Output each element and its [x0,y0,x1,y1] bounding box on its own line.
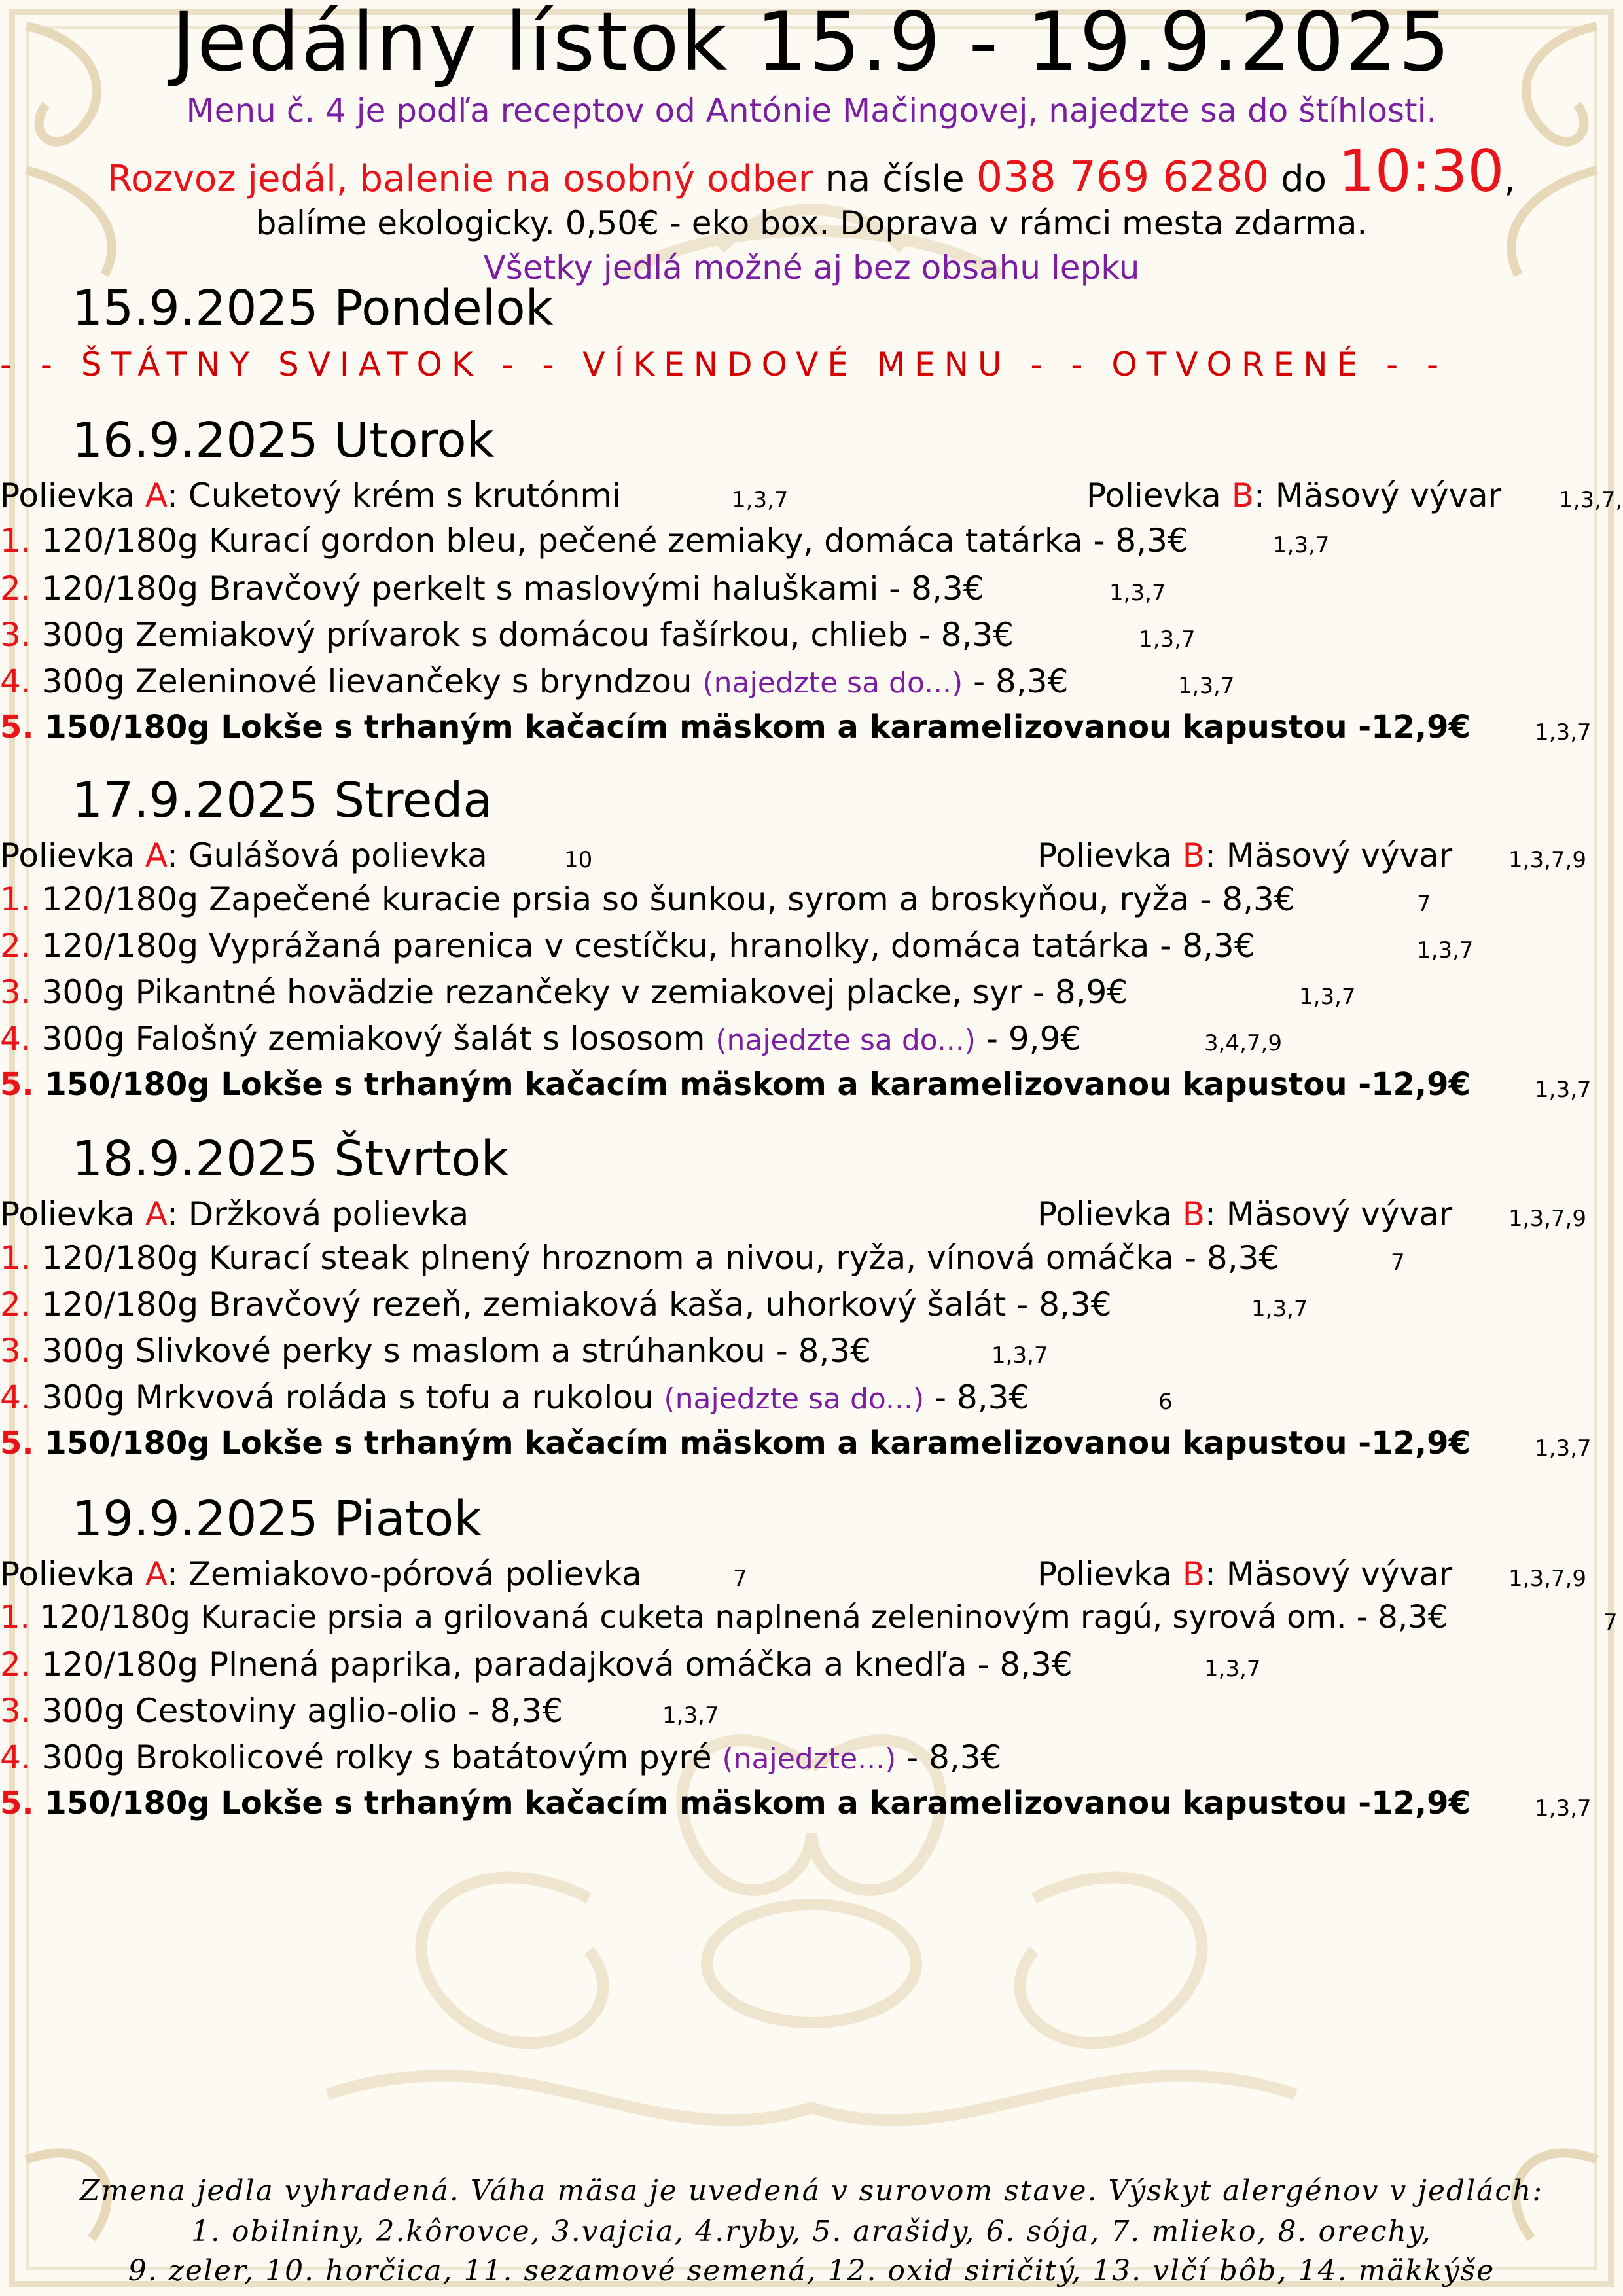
menu-item-thursday-2: 2. 120/180g Bravčový rezeň, zemiaková kaša, uhorkový šalát - 8,3€ [0,1285,1112,1323]
day-heading-friday: 19.9.2025 Piatok [72,1491,482,1547]
menu-item-tuesday-3: 3. 300g Zemiakový prívarok s domácou fašírkou, chlieb - 8,3€ [0,616,1014,654]
allergens-friday-5: 1,3,7 [1535,1795,1592,1821]
menu-item-thursday-4: 4. 300g Mrkvová roláda s tofu a rukolou (najedzte sa do...) - 8,3€ [0,1378,1030,1416]
allergens-wednesday-3: 1,3,7 [1299,984,1356,1010]
footer-allergens-2: 9. zeler, 10. horčica, 11. sezamové semená, 12. oxid siričitý, 13. vlčí bôb, 14. mäkkýše [128,2254,1495,2287]
page-title: Jedálny lístok 15.9 - 19.9.2025 [171,0,1452,90]
day-heading-tuesday: 16.9.2025 Utorok [72,412,495,469]
allergens-thursday-2: 1,3,7 [1251,1296,1308,1322]
allergens-thursday-3: 1,3,7 [991,1342,1048,1369]
soup-b-wednesday: Polievka B: Mäsový vývar [1037,836,1453,874]
allergens-thursday-1: 7 [1391,1249,1405,1276]
footer-disclaimer: Zmena jedla vyhradená. Váha mäsa je uvedená v surovom stave. Výskyt alergénov v jedlách: [79,2174,1544,2208]
allergens-thursday-4: 6 [1158,1389,1173,1415]
allergens-friday-3: 1,3,7 [662,1702,719,1729]
allergens-wednesday-1: 7 [1417,891,1431,917]
menu-item-tuesday-2: 2. 120/180g Bravčový perkelt s maslovými haluškami - 8,3€ [0,569,984,607]
menu-item-tuesday-4: 4. 300g Zeleninové lievančeky s bryndzou (najedzte sa do...) - 8,3€ [0,662,1069,700]
menu-item-tuesday-5: 5. 150/180g Lokše s trhaným kačacím mäskom a karamelizovanou kapustou -12,9€ [0,709,1471,745]
allergens-soup-b-thursday: 1,3,7,9 [1508,1206,1586,1232]
menu-item-friday-5: 5. 150/180g Lokše s trhaným kačacím mäskom a karamelizovanou kapustou -12,9€ [0,1785,1471,1821]
allergens-wednesday-2: 1,3,7 [1417,937,1474,963]
gluten-line: Všetky jedlá možné aj bez obsahu lepku [483,249,1140,287]
soup-a-tuesday: Polievka A: Cuketový krém s krutónmi [0,476,622,514]
until-word: do [1269,158,1338,200]
soup-b-thursday: Polievka B: Mäsový vývar [1037,1195,1453,1233]
day-heading-wednesday: 17.9.2025 Streda [72,772,493,829]
menu-item-thursday-3: 3. 300g Slivkové perky s maslom a strúhankou - 8,3€ [0,1332,871,1370]
menu-item-tuesday-1: 1. 120/180g Kurací gordon bleu, pečené zemiaky, domáca tatárka - 8,3€ [0,522,1188,560]
menu-item-friday-1: 1. 120/180g Kuracie prsia a grilovaná cuketa naplnená zeleninovým ragú, syrová om. - 8,3€ [0,1599,1448,1636]
soup-a-thursday: Polievka A: Držková polievka [0,1195,469,1233]
order-deadline: 10:30 [1338,137,1505,205]
allergens-soup-a-tuesday: 1,3,7 [732,487,789,513]
allergens-wednesday-5: 1,3,7 [1535,1077,1592,1103]
menu-item-thursday-5: 5. 150/180g Lokše s trhaným kačacím mäskom a karamelizovanou kapustou -12,9€ [0,1425,1471,1462]
delivery-line [0,137,1623,205]
allergens-tuesday-2: 1,3,7 [1109,580,1166,606]
delivery-lead: Rozvoz jedál, balenie na osobný odber [107,158,813,200]
menu-item-friday-4: 4. 300g Brokolicové rolky s batátovým pyré (najedzte...) - 8,3€ [0,1738,1002,1776]
menu-item-wednesday-5: 5. 150/180g Lokše s trhaným kačacím mäskom a karamelizovanou kapustou -12,9€ [0,1066,1471,1103]
allergens-tuesday-1: 1,3,7 [1273,532,1330,558]
delivery-comma: , [1504,158,1516,200]
menu-item-wednesday-1: 1. 120/180g Zapečené kuracie prsia so šunkou, syrom a broskyňou, ryža - 8,3€ [0,880,1295,918]
soup-b-friday: Polievka B: Mäsový vývar [1037,1555,1453,1593]
allergens-tuesday-4: 1,3,7 [1178,673,1235,699]
allergens-thursday-5: 1,3,7 [1535,1435,1592,1462]
menu-item-wednesday-4: 4. 300g Falošný zemiakový šalát s lososom (najedzte sa do...) - 9,9€ [0,1020,1082,1058]
menu4-note: Menu č. 4 je podľa receptov od Antónie Mačingovej, najedzte sa do štíhlosti. [186,92,1437,130]
phone-number[interactable]: 038 769 6280 [976,153,1270,202]
allergens-wednesday-4: 3,4,7,9 [1204,1030,1282,1056]
holiday-notice: - - ŠTÁTNY SVIATOK - - VÍKENDOVÉ MENU - - OTVORENÉ - - [0,346,1448,384]
allergens-tuesday-3: 1,3,7 [1139,626,1196,653]
soup-a-friday: Polievka A: Zemiakovo-pórová polievka [0,1555,642,1593]
footer-allergens-1: 1. obilniny, 2.kôrovce, 3.vajcia, 4.ryby, 5. arašidy, 6. sója, 7. mlieko, 8. orechy, [191,2215,1432,2248]
menu-item-wednesday-3: 3. 300g Pikantné hovädzie rezančeky v zemiakovej placke, syr - 8,9€ [0,973,1128,1011]
allergens-friday-1: 7 [1603,1609,1618,1636]
menu-item-thursday-1: 1. 120/180g Kurací steak plnený hroznom a nivou, ryža, vínová omáčka - 8,3€ [0,1239,1280,1277]
allergens-soup-b-tuesday: 1,3,7, [1559,487,1623,513]
menu-item-friday-3: 3. 300g Cestoviny aglio-olio - 8,3€ [0,1692,563,1730]
allergens-soup-a-friday: 7 [733,1566,747,1592]
allergens-soup-a-wednesday: 10 [564,847,593,873]
delivery-mid: na čísle [813,158,976,200]
day-heading-thursday: 18.9.2025 Štvrtok [72,1131,509,1187]
soup-a-wednesday: Polievka A: Gulášová polievka [0,836,488,874]
allergens-soup-b-friday: 1,3,7,9 [1508,1566,1586,1592]
allergens-friday-2: 1,3,7 [1204,1656,1261,1682]
soup-b-tuesday: Polievka B: Mäsový vývar [1086,476,1502,514]
allergens-tuesday-5: 1,3,7 [1535,719,1592,745]
day-heading-monday: 15.9.2025 Pondelok [72,280,554,336]
menu-item-friday-2: 2. 120/180g Plnená paprika, paradajková omáčka a knedľa - 8,3€ [0,1645,1073,1683]
allergens-soup-b-wednesday: 1,3,7,9 [1508,847,1586,873]
menu-item-wednesday-2: 2. 120/180g Vyprážaná parenica v cestíčku, hranolky, domáca tatárka - 8,3€ [0,927,1255,965]
eco-line: balíme ekologicky. 0,50€ - eko box. Doprava v rámci mesta zdarma. [255,204,1368,242]
